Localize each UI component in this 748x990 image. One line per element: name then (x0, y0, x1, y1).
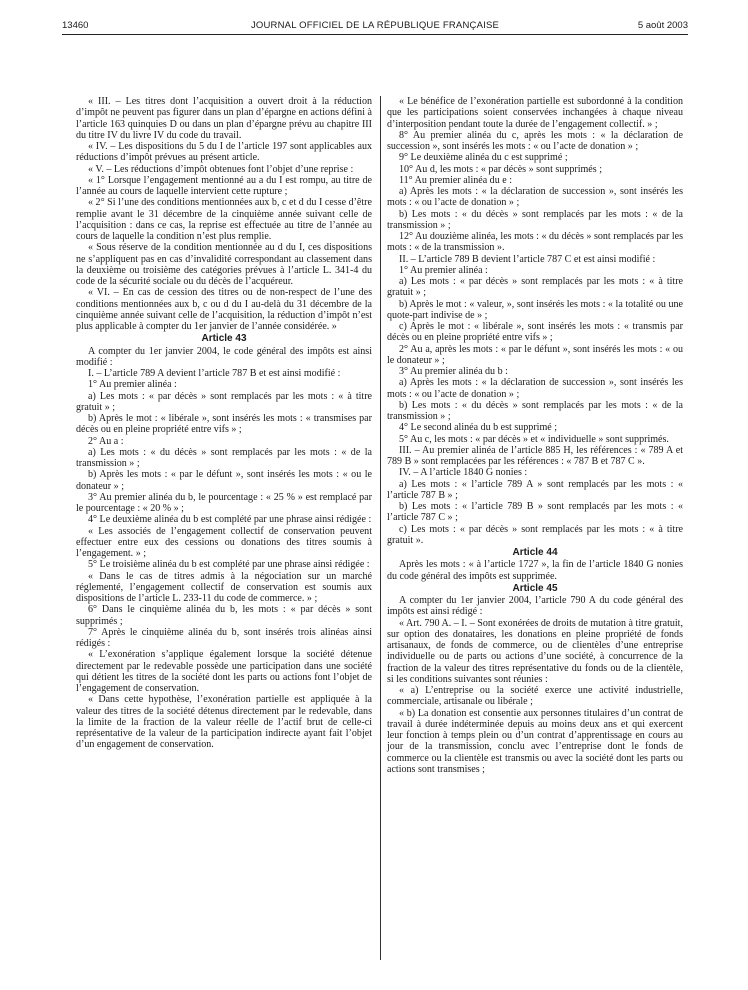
paragraph: c) Les mots : « par décès » sont remplacés par les mots : « à titre gratuit ». (387, 523, 683, 546)
paragraph: b) Après le mot : « libérale », sont insérés les mots : « transmises par décès ou en pleine propriété entre vifs » ; (76, 413, 372, 436)
article-heading: Article 45 (512, 582, 558, 594)
paragraph: 8° Au premier alinéa du c, après les mots : « la déclaration de succession », sont insérés les mots : « ou l’acte de donation » ; (387, 129, 683, 152)
paragraph: a) Les mots : « l’article 789 A » sont remplacés par les mots : « l’article 787 B » ; (387, 478, 683, 501)
paragraph: b) Les mots : « du décès » sont remplacés par les mots : « de la transmission » ; (387, 208, 683, 231)
paragraph: 4° Le deuxième alinéa du b est complété par une phrase ainsi rédigée : (88, 514, 372, 526)
paragraph: 2° Au a : (88, 435, 124, 447)
paragraph: « V. – Les réductions d’impôt obtenues font l’objet d’une reprise : (88, 163, 354, 175)
paragraph: b) Après les mots : « par le défunt », sont insérés les mots : « ou le donateur » ; (76, 469, 372, 492)
paragraph: a) Les mots : « du décès » sont remplacés par les mots : « de la transmission » ; (76, 446, 372, 469)
left-column (76, 96, 372, 751)
paragraph: « L’exonération s’applique également lorsque la société détenue directement par le redevable possède une participation dans une société qui détient les titres de la société dont les parts ou actions font l’objet de l’engagement de conservation. (76, 649, 372, 694)
paragraph: 5° Le troisième alinéa du b est complété par une phrase ainsi rédigée : (88, 559, 370, 571)
journal-title: JOURNAL OFFICIEL DE LA RÉPUBLIQUE FRANÇAISE (250, 20, 500, 31)
article-heading: Article 44 (512, 547, 558, 558)
paragraph: IV. – A l’article 1840 G nonies : (399, 467, 528, 479)
paragraph: 1° Au premier alinéa : (399, 264, 488, 276)
paragraph: « Les associés de l’engagement collectif de conservation peuvent effectuer entre eux des cessions ou donations des titres soumis à l’engagement. » ; (76, 525, 372, 559)
paragraph: « a) L’entreprise ou la société exerce une activité industrielle, commerciale, artisanale ou libérale ; (387, 685, 683, 708)
paragraph: 1° Au premier alinéa : (88, 379, 177, 391)
paragraph: « Dans cette hypothèse, l’exonération partielle est appliquée à la valeur des titres de la société détenus directement par le redevable, dans la limite de la fraction de la valeur réelle de l’actif brut de celle-ci représentative de la valeur de la participation indirecte ayant fait l’objet d’un engagement de conservation. (76, 694, 372, 751)
article-heading: Article 43 (201, 333, 247, 345)
paragraph: « b) La donation est consentie aux personnes titulaires d’un contrat de travail à durée indéterminée depuis au moins deux ans et qui exercent leur fonction à temps plein ou d’un contrat d’apprentissage en cours au jour de la transmission, conclu avec l’entreprise dont le fonds de commerce ou la clientèle est transmis ou avec la société dont les parts ou actions sont transmises ; (387, 707, 683, 775)
paragraph: c) Après le mot : « libérale », sont insérés les mots : « transmis par décès ou en pleine propriété entre vifs » ; (387, 321, 683, 344)
paragraph: b) Les mots : « du décès » sont remplacés par les mots : « de la transmission » ; (387, 399, 683, 422)
paragraph: Après les mots : « à l’article 1727 », la fin de l’article 1840 G nonies du code général des impôts est supprimée. (387, 559, 683, 582)
paragraph: « III. – Les titres dont l’acquisition a ouvert droit à la réduction d’impôt ne peuvent pas figurer dans un plan d’épargne en actions défini à l’article 163 quinquies D ou dans un plan d’épargne prévu au chapitre III du titre IV du livre IV du code du travail. (76, 96, 372, 141)
page-number: 13460 (62, 20, 89, 31)
paragraph: 7° Après le cinquième alinéa du b, sont insérés trois alinéas ainsi rédigés : (76, 626, 372, 649)
column-divider (380, 96, 381, 960)
paragraph: « Dans le cas de titres admis à la négociation sur un marché réglementé, l’engagement collectif de conservation est soumis aux dispositions de l’article L. 233-11 du code de commerce. » ; (76, 570, 372, 604)
paragraph: 6° Dans le cinquième alinéa du b, les mots : « par décès » sont supprimés ; (76, 604, 372, 627)
paragraph: a) Après les mots : « la déclaration de succession », sont insérés les mots : « ou l’acte de donation » ; (387, 377, 683, 400)
paragraph: A compter du 1er janvier 2004, le code général des impôts est ainsi modifié : (76, 345, 372, 368)
paragraph: « Le bénéfice de l’exonération partielle est subordonné à la condition que les participations soient conservées inchangées à chaque niveau d’interposition pendant toute la durée de l’engagement collectif. » ; (387, 96, 683, 130)
header-rule (62, 34, 688, 35)
paragraph: a) Les mots : « par décès » sont remplacés par les mots : « à titre gratuit » ; (76, 390, 372, 413)
paragraph: b) Les mots : « l’article 789 B » sont remplacés par les mots : « l’article 787 C » ; (387, 501, 683, 524)
paragraph: 9° Le deuxième alinéa du c est supprimé ; (399, 152, 568, 164)
paragraph: a) Après les mots : « la déclaration de succession », sont insérés les mots : « ou l’acte de donation » ; (387, 186, 683, 209)
paragraph: a) Les mots : « par décès » sont remplacés par les mots : « à titre gratuit » ; (387, 276, 683, 299)
paragraph: 11° Au premier alinéa du e : (399, 174, 513, 186)
page-header (62, 18, 688, 34)
paragraph: 3° Au premier alinéa du b, le pourcentage : « 25 % » est remplacé par le pourcentage : « 20 % » ; (76, 491, 372, 514)
paragraph: I. – L’article 789 A devient l’article 787 B et est ainsi modifié : (88, 368, 341, 379)
paragraph: 2° Au a, après les mots : « par le défunt », sont insérés les mots : « ou le donateur » ; (387, 343, 683, 366)
paragraph: III. – Au premier alinéa de l’article 885 H, les références : « 789 A et 789 B » sont remplacées par les références : « 787 B et 787 C ». (387, 444, 683, 467)
paragraph: 5° Au c, les mots : « par décès » et « individuelle » sont supprimés. (399, 433, 669, 445)
paragraph: A compter du 1er janvier 2004, l’article 790 A du code général des impôts est ainsi rédigé : (387, 595, 683, 618)
paragraph: II. – L’article 789 B devient l’article 787 C et est ainsi modifié : (399, 253, 656, 265)
issue-date: 5 août 2003 (637, 20, 688, 31)
paragraph: « 2° Si l’une des conditions mentionnées aux b, c et d du I cesse d’être remplie avant le 31 décembre de la cinquième année suivant celle de l’acquisition : dans ce cas, la reprise est effectuée au titre de l’année au cours de laquelle la condition n’est plus remplie. (76, 197, 372, 242)
paragraph: 12° Au douzième alinéa, les mots : « du décès » sont remplacés par les mots : « de la transmission ». (387, 231, 683, 254)
paragraph: « Sous réserve de la condition mentionnée au d du I, ces dispositions ne s’appliquent pas en cas d’invalidité correspondant au classement dans la deuxième ou troisième des catégories prévues à l’article L. 341-4 du code de la sécurité sociale ou du décès de l’acquéreur. (76, 242, 372, 287)
paragraph: 3° Au premier alinéa du b : (399, 366, 508, 377)
paragraph: « VI. – En cas de cession des titres ou de non-respect de l’une des conditions mentionnées aux b, c ou d du I au-delà du 31 décembre de la cinquième année suivant celle de l’acquisition, la réduction d’impôt n’est plus applicable à compter du 1er janvier de l’année considérée. » (76, 287, 372, 332)
paragraph: 4° Le second alinéa du b est supprimé ; (399, 422, 558, 434)
right-column (387, 96, 683, 775)
paragraph: « IV. – Les dispositions du 5 du I de l’article 197 sont applicables aux réductions d’impôt prévues au présent article. (76, 141, 372, 164)
paragraph: « Art. 790 A. – I. – Sont exonérées de droits de mutation à titre gratuit, sur option des donataires, les donations en pleine propriété de fonds artisanaux, de fonds de commerce, ou de clientèles d’une entreprise individuelle ou de parts ou actions d’une société, à concurrence de la fraction de la valeur des titres représentative du fonds ou de la clientèle, si les conditions suivantes sont réunies : (387, 617, 683, 685)
paragraph: 10° Au d, les mots : « par décès » sont supprimés ; (399, 163, 602, 175)
paragraph: « 1° Lorsque l’engagement mentionné au a du I est rompu, au titre de l’année au cours de laquelle intervient cette rupture ; (76, 174, 372, 197)
paragraph: b) Après le mot : « valeur, », sont insérés les mots : « la totalité ou une quote-part indivise de » ; (387, 298, 683, 321)
